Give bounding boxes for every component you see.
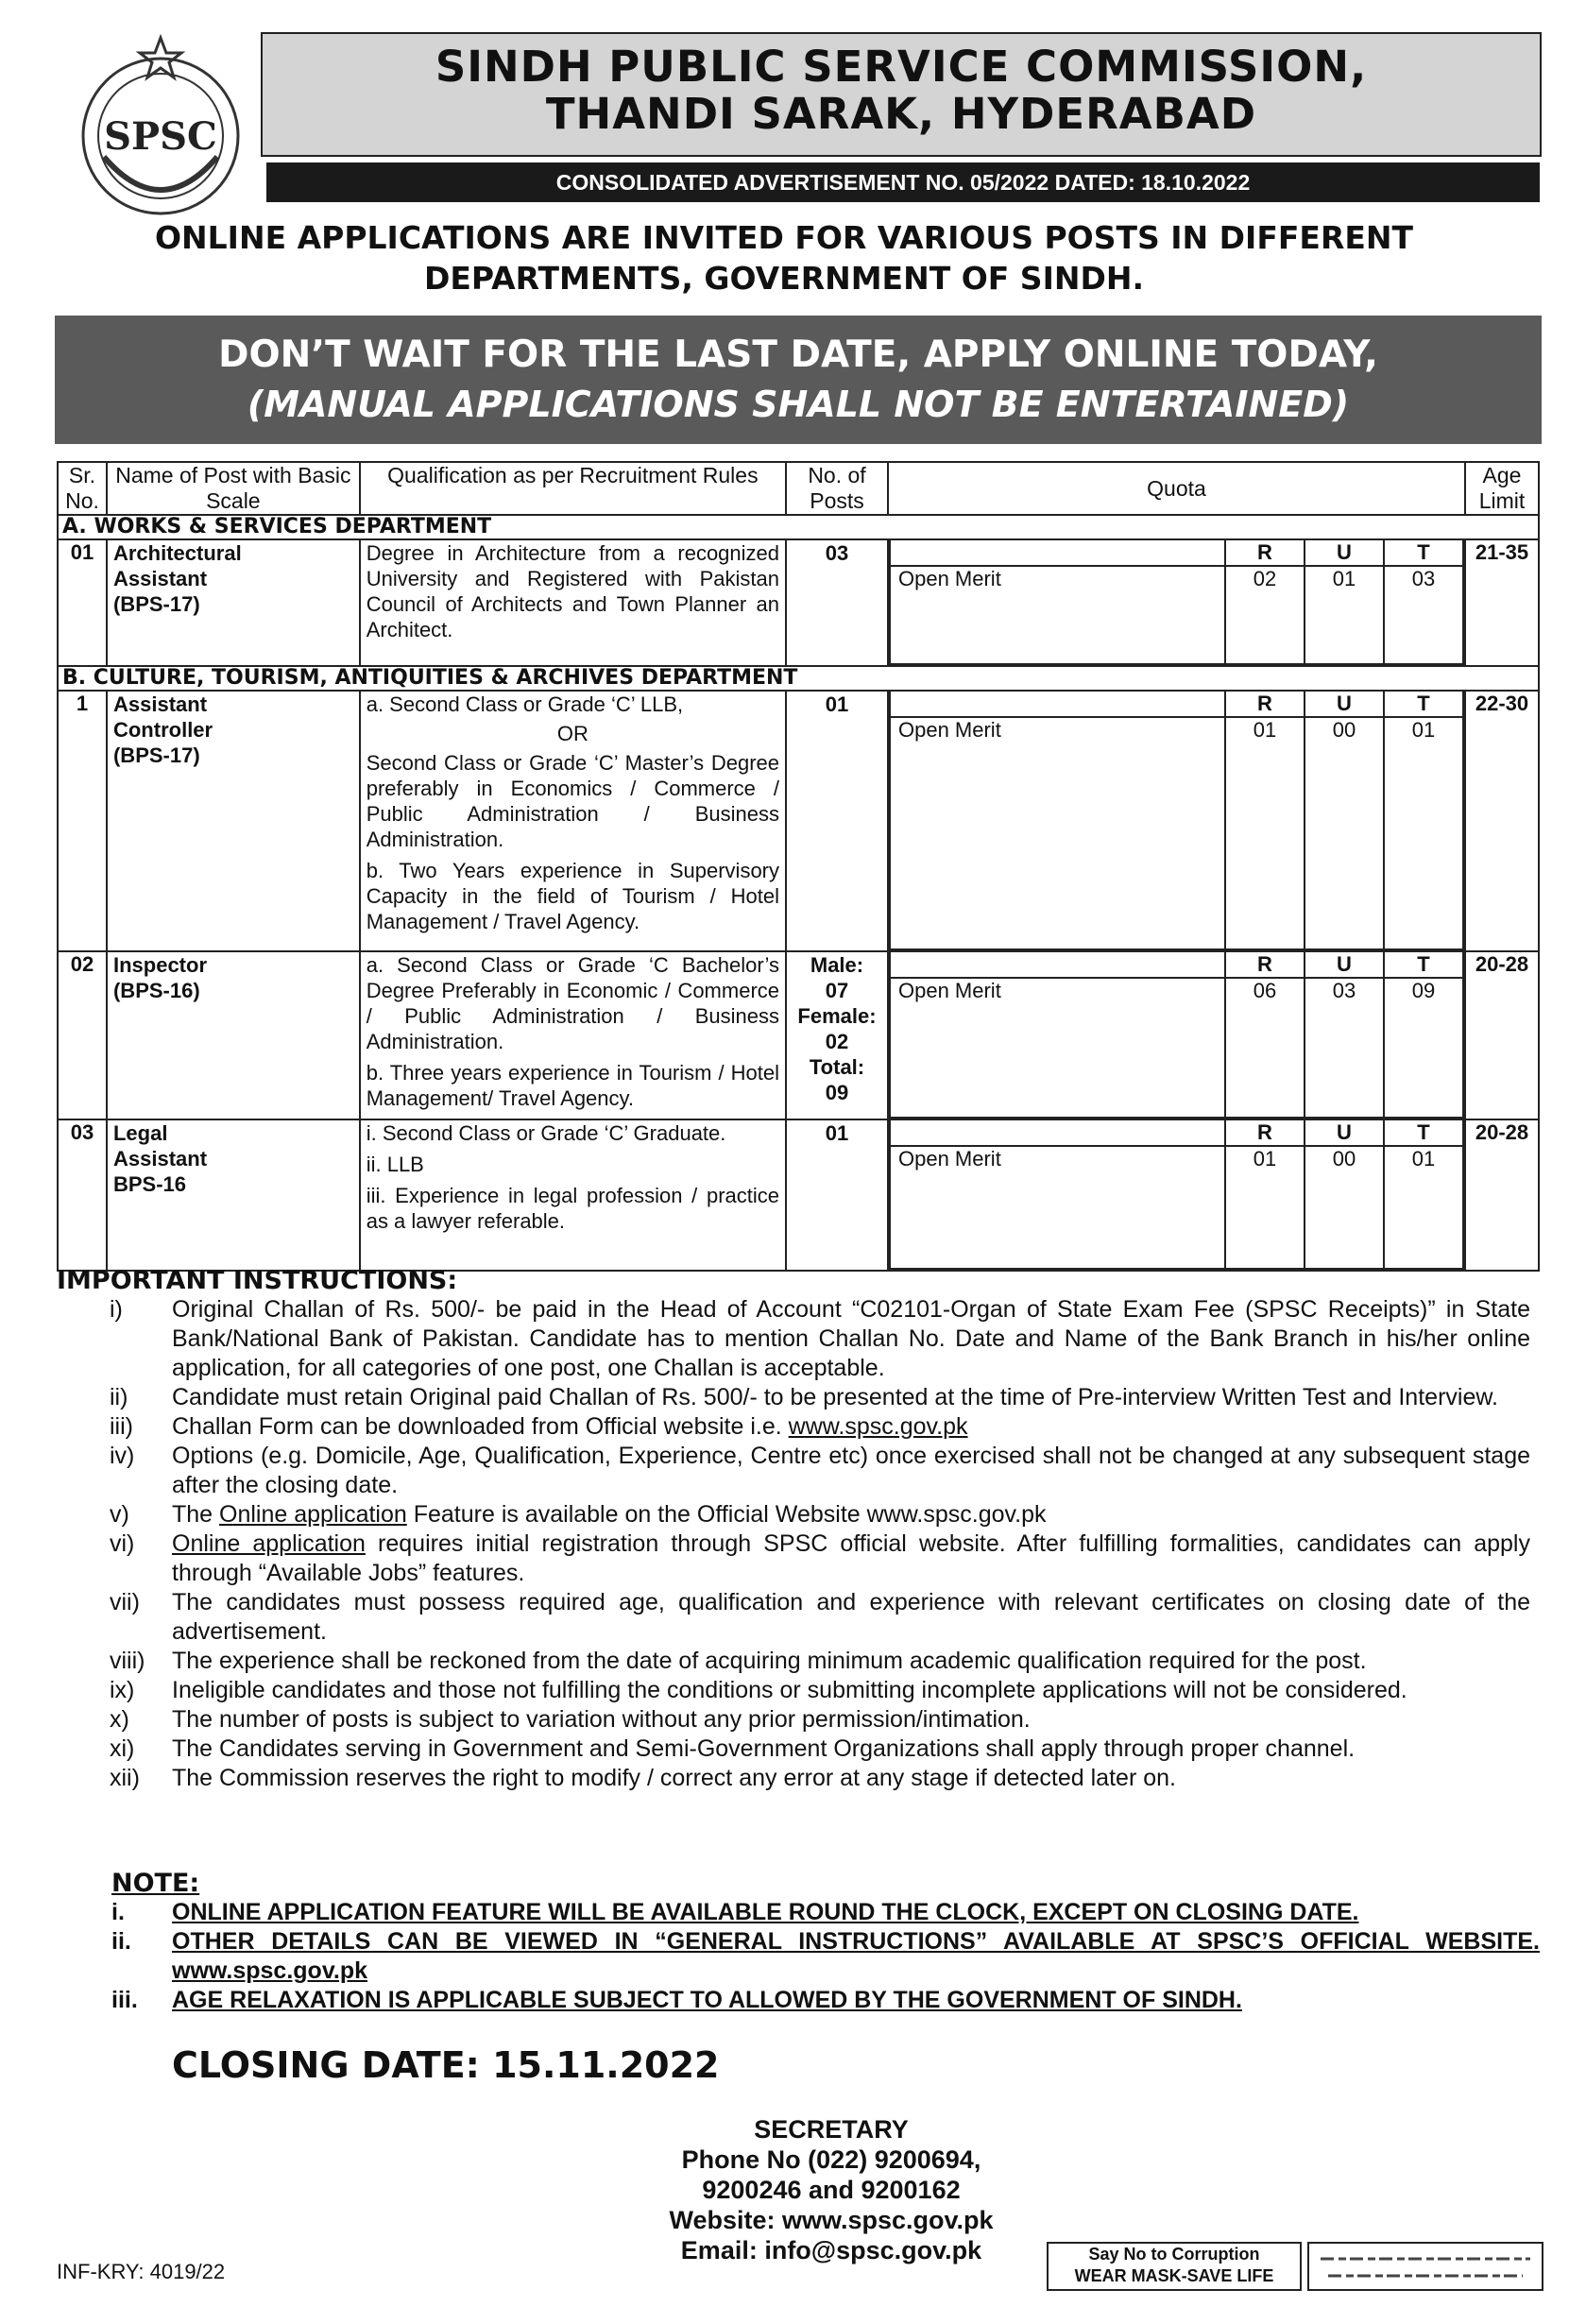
online-application-link[interactable]: Online application: [219, 1501, 407, 1528]
email: Email: info@spsc.gov.pk: [680, 2236, 982, 2264]
quota-t-label: T: [1384, 540, 1463, 566]
quota-type: Open Merit: [890, 717, 1225, 949]
list-item: [57, 1500, 1530, 1529]
post-scale: (BPS-16): [112, 979, 200, 1002]
item-number: ii.: [111, 1928, 131, 1955]
banner-line2: (MANUAL APPLICATIONS SHALL NOT BE ENTERTAINED): [247, 384, 1350, 425]
qualification-item: b. Two Years experience in Supervisory Capacity in the field of Tourism / Hotel Management / Travel Agency.: [366, 859, 780, 933]
posts-table: [57, 461, 1540, 1272]
post-scale: (BPS-17): [112, 592, 200, 616]
list-item: [57, 1705, 1530, 1734]
item-number: iii.: [111, 1987, 138, 2013]
qualification-item: a. Second Class or Grade ‘C Bachelor’s Degree Preferably in Economic / Commerce / Public Administration / Business Administration.: [366, 953, 780, 1053]
item-number: x): [110, 1706, 129, 1733]
quota-u-label: U: [1305, 540, 1384, 566]
logo-text: SPSC: [104, 114, 217, 159]
important-instructions: [57, 1266, 1530, 1793]
secretary-contact: [567, 2114, 1096, 2265]
quota-u: 00: [1305, 1146, 1384, 1269]
quota-u: 03: [1305, 978, 1384, 1118]
quota-cell: [888, 951, 1465, 1119]
col-posts: No. of Posts: [786, 462, 888, 515]
posts-cell: 01: [786, 1119, 888, 1271]
secretary-title: SECRETARY: [754, 2115, 909, 2144]
list-item: [57, 1764, 1530, 1793]
post-name: Inspector: [112, 953, 208, 977]
item-number: i): [110, 1296, 123, 1323]
qualification-cell: [360, 951, 786, 1119]
quota-cell: [888, 691, 1465, 951]
post-name: Assistant: [112, 567, 208, 590]
item-number: iii): [110, 1413, 133, 1440]
post-scale: (BPS-17): [112, 743, 200, 767]
closing-date: CLOSING DATE: 15.11.2022: [172, 2044, 720, 2086]
item-text: The experience shall be reckoned from the date of acquiring minimum academic qualification required for the post.: [172, 1648, 1367, 1674]
quota-u-label: U: [1305, 952, 1384, 978]
corruption-badge: [1047, 2242, 1302, 2291]
table-row: [58, 951, 1539, 1119]
qualification-item: i. Second Class or Grade ‘C’ Graduate.: [366, 1121, 726, 1145]
list-item: [57, 1295, 1530, 1383]
post-cell: [107, 691, 360, 951]
quota-r: 06: [1225, 978, 1305, 1118]
qualification-or: OR: [556, 722, 588, 745]
quota-u-label: U: [1305, 1120, 1384, 1146]
qualification-item: a. Second Class or Grade ‘C’ LLB,: [366, 692, 684, 716]
sr-cell: 01: [58, 539, 107, 666]
apply-banner: [55, 316, 1542, 444]
age-cell: 20-28: [1465, 951, 1539, 1119]
item-text: Challan Form can be downloaded from Official website i.e.: [172, 1413, 789, 1440]
qualification-cell: Degree in Architecture from a recognized University and Registered with Pakistan Council of Architects and Town Planner an Architect.: [360, 539, 786, 666]
item-text: The candidates must possess required age, qualification and experience with relevant certificates on closing date of the advertisement.: [172, 1589, 1530, 1645]
item-text: Candidate must retain Original paid Challan of Rs. 500/- to be presented at the time of Pre-interview Written Test and Interview.: [172, 1384, 1498, 1410]
item-text: The Candidates serving in Government and Semi-Government Organizations shall apply through proper channel.: [172, 1735, 1356, 1762]
list-item: [57, 1647, 1530, 1676]
item-text: requires initial registration through SPSC official website. After fulfilling formalities, candidates can apply through “Available Jobs” features.: [172, 1530, 1530, 1586]
dept-row: [58, 666, 1539, 691]
col-quota: Quota: [888, 462, 1465, 515]
quota-cell: [888, 1119, 1465, 1271]
website-link[interactable]: www.spsc.gov.pk: [788, 1413, 968, 1440]
quota-type: Open Merit: [890, 1146, 1225, 1269]
website: Website: www.spsc.gov.pk: [669, 2206, 994, 2234]
list-item: [57, 1442, 1530, 1500]
urdu-text-image: [1309, 2244, 1542, 2289]
list-item: [111, 1986, 1540, 2015]
age-cell: 20-28: [1465, 1119, 1539, 1271]
quota-r: 01: [1225, 1146, 1305, 1269]
badge-line: Say No to Corruption: [1088, 2245, 1260, 2264]
post-name: Controller: [112, 718, 213, 742]
post-cell: [107, 1119, 360, 1271]
age-cell: 21-35: [1465, 539, 1539, 666]
spsc-logo: [66, 34, 255, 223]
col-sr: Sr. No.: [58, 462, 107, 515]
qualification-item: b. Three years experience in Tourism / Hotel Management/ Travel Agency.: [366, 1061, 780, 1110]
quota-t: 09: [1384, 978, 1463, 1118]
post-cell: [107, 539, 360, 666]
sr-cell: 1: [58, 691, 107, 951]
quota-t-label: T: [1384, 1120, 1463, 1146]
banner-line1: DON’T WAIT FOR THE LAST DATE, APPLY ONLINE TODAY,: [218, 333, 1378, 376]
item-number: xii): [110, 1765, 140, 1791]
table-row: [58, 1119, 1539, 1271]
item-text: OTHER DETAILS CAN BE VIEWED IN “GENERAL INSTRUCTIONS” AVAILABLE AT SPSC’S OFFICIAL WEBSITE. www.spsc.gov.pk: [172, 1928, 1540, 1984]
urdu-slogan-box: [1307, 2242, 1543, 2291]
header-title-box: [261, 32, 1542, 157]
item-text: The: [172, 1501, 220, 1528]
qualification-item: ii. LLB: [366, 1153, 424, 1176]
header-title-line2: THANDI SARAK, HYDERABAD: [545, 89, 1257, 139]
item-number: xi): [110, 1735, 135, 1762]
list-item: [57, 1529, 1530, 1588]
quota-r-label: R: [1225, 540, 1305, 566]
qualification-cell: [360, 1119, 786, 1271]
quota-r-label: R: [1225, 1120, 1305, 1146]
qualification-cell: [360, 691, 786, 951]
instructions-title: IMPORTANT INSTRUCTIONS:: [57, 1266, 458, 1295]
quota-r: 01: [1225, 717, 1305, 949]
quota-r-label: R: [1225, 952, 1305, 978]
sr-cell: 02: [58, 951, 107, 1119]
item-number: i.: [111, 1899, 125, 1925]
online-application-link[interactable]: Online application: [172, 1530, 366, 1557]
quota-u: 00: [1305, 717, 1384, 949]
item-number: ix): [110, 1677, 135, 1703]
quota-r-label: R: [1225, 692, 1305, 717]
table-row: [58, 539, 1539, 666]
posts-total-label: Total:: [809, 1055, 865, 1079]
badge-line: WEAR MASK-SAVE LIFE: [1074, 2266, 1274, 2285]
item-text: Feature is available on the Official Website www.spsc.gov.pk: [406, 1501, 1047, 1528]
item-text: The number of posts is subject to variation without any prior permission/intimation.: [172, 1706, 1031, 1733]
quota-t: 01: [1384, 1146, 1463, 1269]
item-number: iv): [110, 1443, 135, 1469]
post-name: Assistant: [112, 1147, 208, 1171]
quota-u-label: U: [1305, 692, 1384, 717]
phone: 9200246 and 9200162: [702, 2176, 961, 2204]
list-item: [111, 1898, 1540, 1927]
advertisement-number: CONSOLIDATED ADVERTISEMENT NO. 05/2022 DATED: 18.10.2022: [266, 162, 1540, 202]
item-text: ONLINE APPLICATION FEATURE WILL BE AVAILABLE ROUND THE CLOCK, EXCEPT ON CLOSING DATE.: [172, 1899, 1359, 1925]
invite-line1: ONLINE APPLICATIONS ARE INVITED FOR VARIOUS POSTS IN DIFFERENT: [154, 219, 1414, 256]
quota-r: 02: [1225, 566, 1305, 664]
item-number: viii): [110, 1648, 145, 1674]
post-name: Assistant: [112, 692, 208, 716]
reference-number: INF-KRY: 4019/22: [57, 2260, 226, 2283]
quota-t: 01: [1384, 717, 1463, 949]
quota-cell: [888, 539, 1465, 666]
item-text: AGE RELAXATION IS APPLICABLE SUBJECT TO ALLOWED BY THE GOVERNMENT OF SINDH.: [172, 1987, 1242, 2013]
posts-male-label: Male:: [810, 953, 864, 977]
header-title-line1: SINDH PUBLIC SERVICE COMMISSION,: [435, 42, 1368, 92]
post-name: Architectural: [112, 541, 242, 565]
age-cell: 22-30: [1465, 691, 1539, 951]
quota-t-label: T: [1384, 952, 1463, 978]
posts-cell: 03: [786, 539, 888, 666]
item-text: Original Challan of Rs. 500/- be paid in the Head of Account “C02101-Organ of State Exam Fee (SPSC Receipts)” in State Bank/National Bank of Pakistan. Candidate has to mention Challan No. Date and Name of the Bank Branch in his/her online application, for all categories of one post, one Challan is acceptable.: [172, 1296, 1530, 1381]
dept-row: [58, 515, 1539, 539]
post-cell: [107, 951, 360, 1119]
posts-male: 07: [825, 979, 849, 1002]
posts-cell: 01: [786, 691, 888, 951]
item-number: ii): [110, 1384, 128, 1410]
list-item: [57, 1383, 1530, 1412]
item-number: vi): [110, 1530, 135, 1557]
item-number: vii): [110, 1589, 140, 1615]
list-item: [57, 1588, 1530, 1647]
post-name: Legal: [112, 1121, 168, 1145]
invite-line2: DEPARTMENTS, GOVERNMENT OF SINDH.: [423, 260, 1145, 297]
col-qualification: Qualification as per Recruitment Rules: [360, 462, 786, 515]
col-age: Age Limit: [1465, 462, 1539, 515]
item-text: The Commission reserves the right to modify / correct any error at any stage if detected later on.: [172, 1765, 1176, 1791]
posts-female: 02: [825, 1030, 849, 1053]
dept-b: B. CULTURE, TOURISM, ANTIQUITIES & ARCHIVES DEPARTMENT: [58, 666, 1539, 691]
list-item: [57, 1412, 1530, 1442]
list-item: [57, 1676, 1530, 1705]
phone: Phone No (022) 9200694,: [681, 2145, 981, 2174]
note-section: [111, 1869, 1540, 2015]
item-text: Ineligible candidates and those not fulfilling the conditions or submitting incomplete applications will not be considered.: [172, 1677, 1407, 1703]
table-row: [58, 691, 1539, 951]
posts-female-label: Female:: [797, 1004, 877, 1028]
item-number: v): [110, 1501, 129, 1528]
quota-t: 03: [1384, 566, 1463, 664]
col-post: Name of Post with Basic Scale: [107, 462, 360, 515]
qualification-item: Second Class or Grade ‘C’ Master’s Degree preferably in Economics / Commerce / Public Administration / Business Administration.: [366, 751, 780, 851]
quota-type: Open Merit: [890, 978, 1225, 1118]
post-scale: BPS-16: [112, 1172, 187, 1196]
sr-cell: 03: [58, 1119, 107, 1271]
quota-type: Open Merit: [890, 566, 1225, 664]
qualification-item: iii. Experience in legal profession / practice as a lawyer referable.: [366, 1184, 780, 1233]
list-item: [57, 1734, 1530, 1764]
posts-total: 09: [825, 1081, 849, 1104]
note-title: NOTE:: [111, 1869, 200, 1898]
item-text: Options (e.g. Domicile, Age, Qualification, Experience, Centre etc) once exercised shall not be changed at any subsequent stage after the closing date.: [172, 1443, 1530, 1498]
quota-t-label: T: [1384, 692, 1463, 717]
list-item: [111, 1927, 1540, 1986]
dept-a: A. WORKS & SERVICES DEPARTMENT: [58, 515, 1539, 539]
quota-u: 01: [1305, 566, 1384, 664]
posts-cell: [786, 951, 888, 1119]
invite-heading: [57, 217, 1511, 299]
table-header-row: [58, 462, 1539, 515]
